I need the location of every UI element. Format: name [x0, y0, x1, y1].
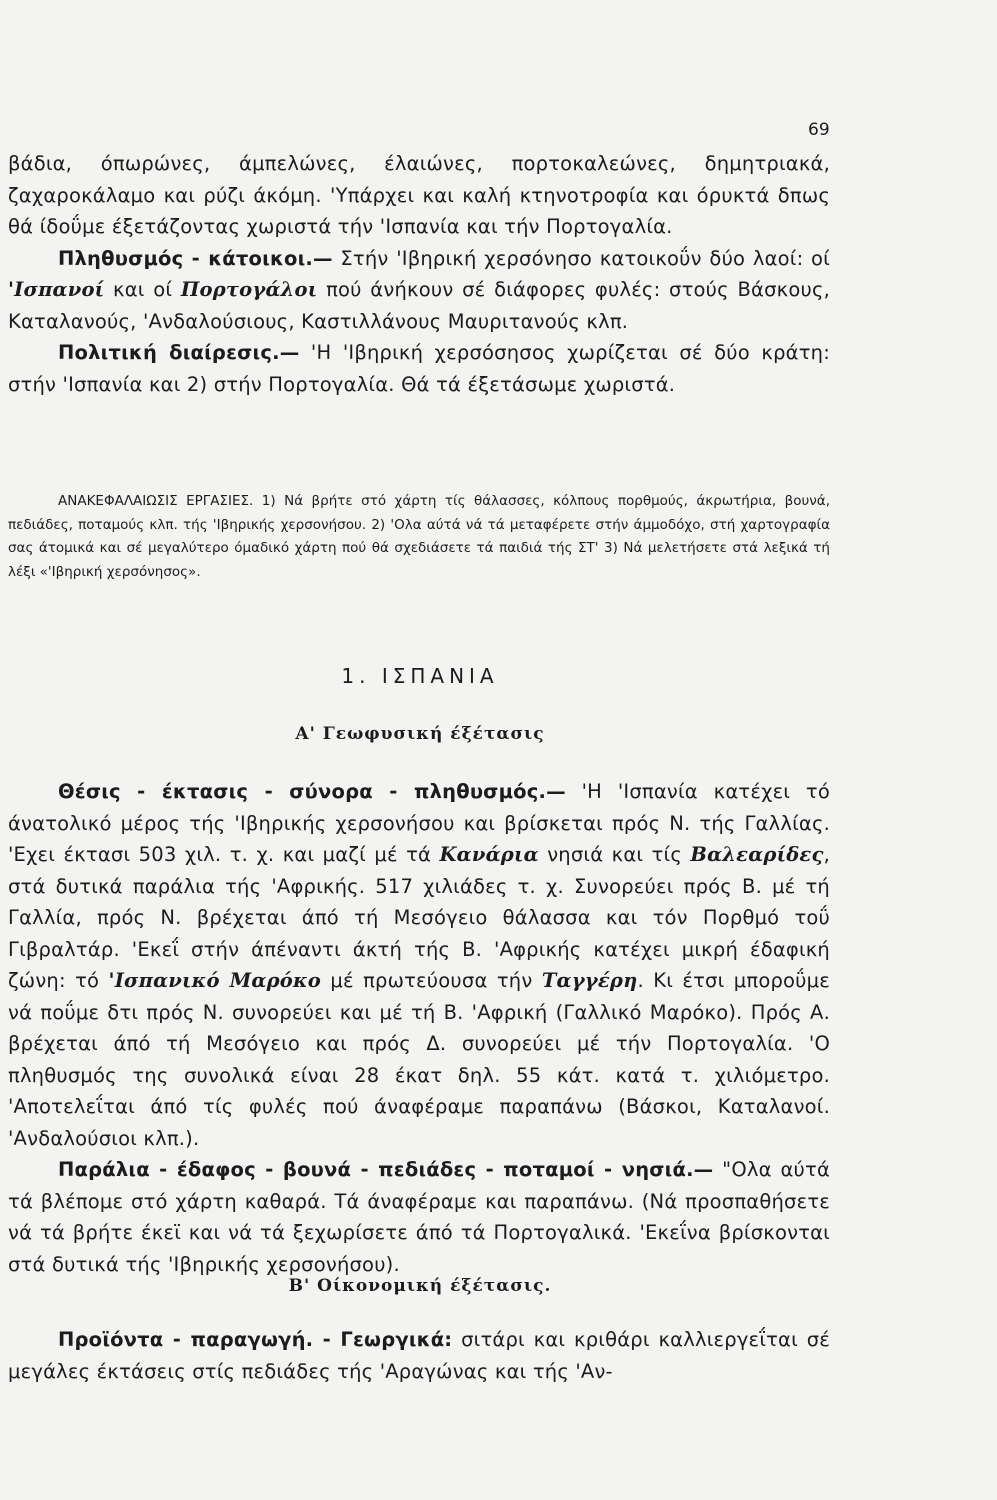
section-title-economic: Β' Οίκονομική έξέτασις.: [288, 1276, 552, 1296]
text-run: νησιά και τίς: [538, 843, 691, 866]
paragraph-products: [8, 1324, 830, 1387]
chapter-title: 1. ΙΣΠΑΝΙΑ: [341, 664, 499, 688]
text-run: "Ολα αύτά τά βλέπομε στό χάρτη καθαρά. Τά άναφέραμε και παραπάνω. (Νά προσπαθήσετε νά τά βρήτε έκεϊ και νά τά ξεχωρίσετε άπό τά Πορτογαλικά. 'Εκεΐνα βρίσκονται στά δυτικά τής 'Ιβηρικής χερσονήσου).: [8, 1158, 830, 1276]
exercises-text: ΑΝΑΚΕΦΑΛΑΙΩΣΙΣ ΕΡΓΑΣΙΕΣ. 1) Νά βρήτε στό χάρτη τίς θάλασσες, κόλπους πορθμούς, άκρωτήρια, βουνά, πεδιάδες, ποταμούς κλπ. τής 'Ιβηρικής χερσονήσου. 2) 'Ολα αύτά νά τά μεταφέρετε στήν άμμοδόχο, στή χαρτογραφία σας άτομικά και σέ μεγαλύτερο όμαδικό χάρτη πού θά σχεδιάσετε τά παιδιά τής ΣΤ' 3) Νά μελετήσετε στά λεξικά τή λέξι «'Ιβηρική χερσόνησος».: [8, 493, 830, 580]
text-run: μέ πρωτεύουσα τήν: [321, 969, 542, 992]
heading-products: Προϊόντα - παραγωγή. - Γεωργικά:: [58, 1328, 453, 1351]
text-run: Στήν 'Ιβηρική χερσόνησο κατοικοΰν δύο λαοί: οί: [332, 246, 830, 270]
paragraph-population: [8, 243, 830, 338]
emph-tangier: Ταγγέρη: [541, 969, 638, 992]
page-number: 69: [808, 120, 830, 140]
exercises-block: [8, 490, 830, 584]
emph-spaniards: 'Ισπανοί: [8, 278, 105, 301]
section-title-geophysical: Α' Γεωφυσική έξέτασις: [295, 724, 545, 744]
heading-coasts: Παράλια - έδαφος - βουνά - πεδιάδες - ποταμοί - νησιά.—: [58, 1158, 714, 1181]
paragraph-position: [8, 776, 830, 1154]
text-run: σιτάρι και κριθάρι καλλιεργεΐται σέ μεγάλες έκτάσεις στίς πεδιάδες τής 'Αραγώνας και τής 'Αν-: [8, 1328, 831, 1383]
section-intro: [8, 148, 830, 400]
text-run: . Κι έτσι μποροΰμε νά ποΰμε δτι πρός Ν. συνορεύει και μέ τή Β. 'Αφρική (Γαλλικό Μαρόκο). Πρός Α. βρέχεται άπό τή Μεσόγειο και πρός Δ. συνορεύει μέ τήν Πορτογαλία. 'Ο πληθυσμός της συνολικά είναι 28 έκατ δηλ. 55 κάτ. κατά τ. χιλιόμετρο. 'Αποτελεΐται άπό τίς φυλές πού άναφέραμε παραπάνω (Βάσκοι, Καταλανοί. 'Ανδαλούσιοι κλπ.).: [8, 969, 830, 1150]
heading-population: Πληθυσμός - κάτοικοι.—: [58, 246, 333, 270]
paragraph-political: [8, 337, 830, 400]
text-run: πού άνήκουν σέ διάφορες φυλές: στούς Βάσκους, Καταλανούς, 'Ανδαλούσιους, Καστιλλάνους Μαυριτανούς κλπ.: [8, 278, 831, 333]
text-run: 'Η 'Ισπανία κατέχει τό άνατολικό μέρος τής 'Ιβηρικής χερσονήσου και βρίσκεται πρός Ν. τής Γαλλίας. 'Εχει έκτασι 503 χιλ. τ. χ. και μαζί μέ τά: [8, 780, 830, 866]
emph-portuguese: Πορτογάλοι: [180, 278, 318, 301]
heading-political: Πολιτική διαίρεσις.—: [58, 341, 300, 364]
section-geophysical: [8, 776, 830, 1280]
emph-balearic: Βαλεαρίδες: [690, 843, 824, 866]
text-run: 'Η 'Ιβηρική χερσόσησος χωρίζεται σέ δύο κράτη: στήν 'Ισπανία και 2) στήν Πορτογαλία. Θά τά έξετάσωμε χωριστά.: [8, 341, 830, 396]
heading-position: Θέσις - έκτασις - σύνορα - πληθυσμός.—: [58, 780, 566, 803]
text-run: και οί: [104, 278, 181, 301]
paragraph-intro: βάδια, όπωρώνες, άμπελώνες, έλαιώνες, πορτοκαλεώνες, δημητριακά, ζαχαροκάλαμο και ρύζι άκόμη. 'Υπάρχει και καλή κτηνοτροφία και όρυκτά δπως θά ίδοΰμε έξετάζοντας χωριστά τήν 'Ισπανία και τήν Πορτογαλία.: [8, 152, 830, 238]
paragraph-coasts: [8, 1154, 830, 1280]
emph-canary: Κανάρια: [439, 843, 539, 866]
text-run: , στά δυτικά παράλια τής 'Αφρικής. 517 χιλιάδες τ. χ. Συνορεύει πρός Β. μέ τή Γαλλία, πρός Ν. βρέχεται άπό τή Μεσόγειο θάλασσα και τόν Πορθμό τοΰ Γιβραλτάρ. 'Εκεΐ στήν άπέναντι άκτή τής Β. 'Αφρικής κατέχει μικρή έδαφική ζώνη: τό: [8, 843, 830, 992]
emph-morocco: 'Ισπανικό Μαρόκο: [108, 969, 322, 992]
section-economic: [8, 1324, 830, 1387]
